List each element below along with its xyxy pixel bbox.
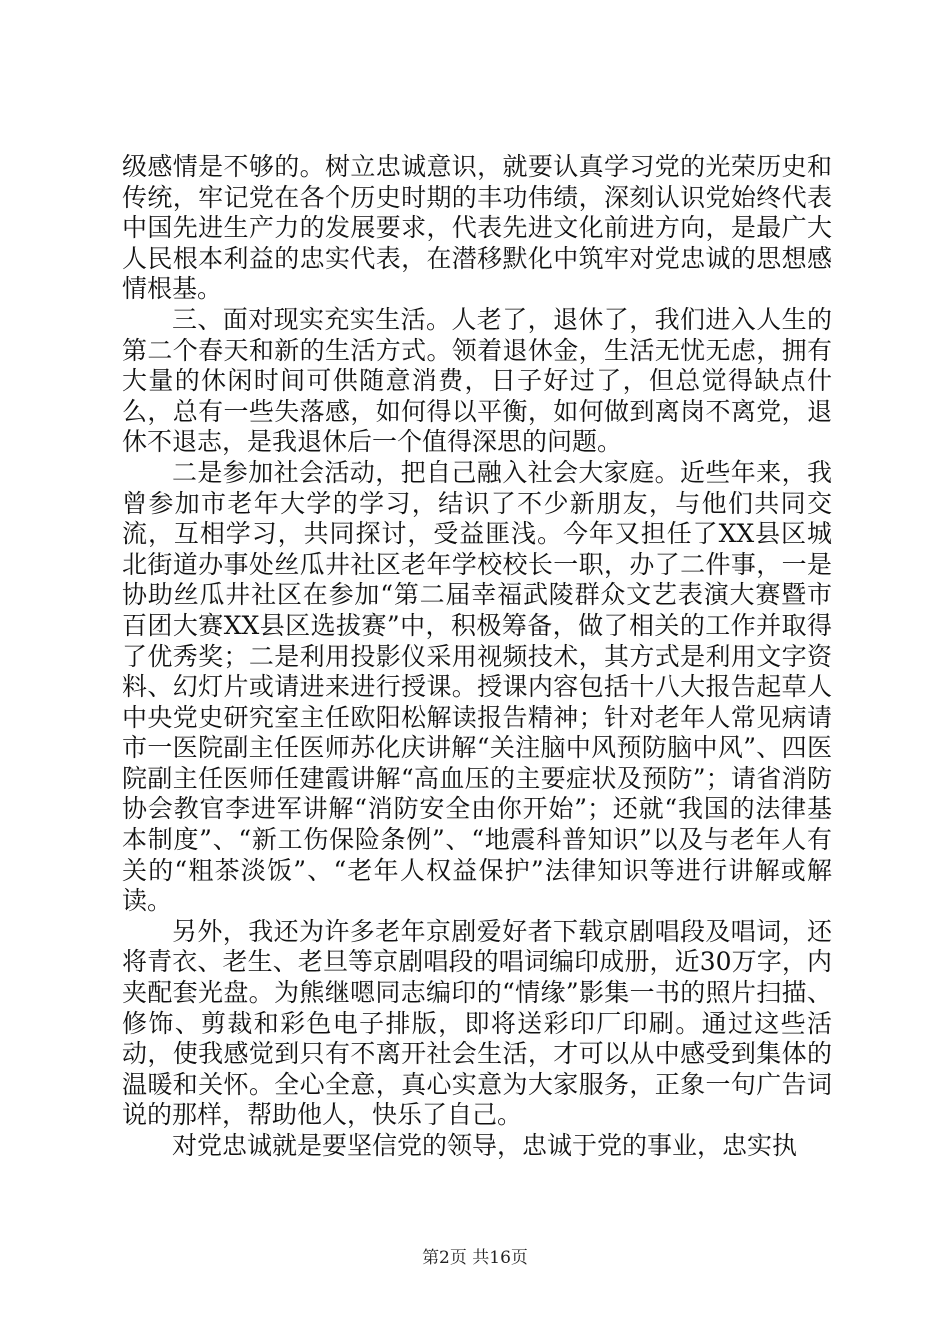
document-body	[122, 152, 832, 1162]
paragraph-continuation: 级感情是不够的。树立忠诚意识，就要认真学习党的光荣历史和传统，牢记党在各个历史时期的丰功伟绩，深刻认识党始终代表中国先进生产力的发展要求，代表先进文化前进方向，是最广大人民根本利益的忠实代表，在潜移默化中筑牢对党忠诚的思想感情根基。	[122, 152, 832, 304]
page-number-footer: 第2页 共16页	[422, 1248, 528, 1268]
paragraph-loyalty: 对党忠诚就是要坚信党的领导，忠诚于党的事业，忠实执	[172, 1131, 798, 1160]
paragraph-social-activities: 二是参加社会活动，把自己融入社会大家庭。近些年来，我曾参加市老年大学的学习，结识了不少新朋友，与他们共同交流，互相学习，共同探讨，受益匪浅。今年又担任了XX县区城北街道办事处丝瓜井社区老年学校校长一职，办了二件事，一是协助丝瓜井社区在参加“第二届幸福武陵群众文艺表演大赛暨市百团大赛XX县区选拔赛”中，积极筹备，做了相关的工作并取得了优秀奖；二是利用投影仪采用视频技术，其方式是利用文字资料、幻灯片或请进来进行授课。授课内容包括十八大报告起草人中央党史研究室主任欧阳松解读报告精神；针对老年人常见病请市一医院副主任医师苏化庆讲解“关注脑中风预防脑中风”、四医院副主任医师任建霞讲解“高血压的主要症状及预防”；请省消防协会教官李进军讲解“消防安全由你开始”；还就“我国的法律基本制度”、“新工伤保险条例”、“地震科普知识”以及与老年人有关的“粗茶淡饭”、“老年人权益保护”法律知识等进行讲解或解读。	[122, 457, 832, 916]
paragraph-peking-opera: 另外，我还为许多老年京剧爱好者下载京剧唱段及唱词，还将青衣、老生、老旦等京剧唱段的唱词编印成册，近30万字，内夹配套光盘。为熊继嗯同志编印的“情缘”影集一书的照片扫描、修饰、剪裁和彩色电子排版，即将送彩印厂印刷。通过这些活动，使我感觉到只有不离开社会生活，才可以从中感受到集体的温暖和关怀。全心全意，真心实意为大家服务，正象一句广告词说的那样，帮助他人，快乐了自己。	[122, 916, 832, 1130]
paragraph-section-three: 三、面对现实充实生活。人老了，退休了，我们进入人生的第二个春天和新的生活方式。领着退休金，生活无忧无虑，拥有大量的休闲时间可供随意消费，日子好过了，但总觉得缺点什么，总有一些失落感，如何得以平衡，如何做到离岗不离党，退休不退志，是我退休后一个值得深思的问题。	[122, 304, 832, 457]
